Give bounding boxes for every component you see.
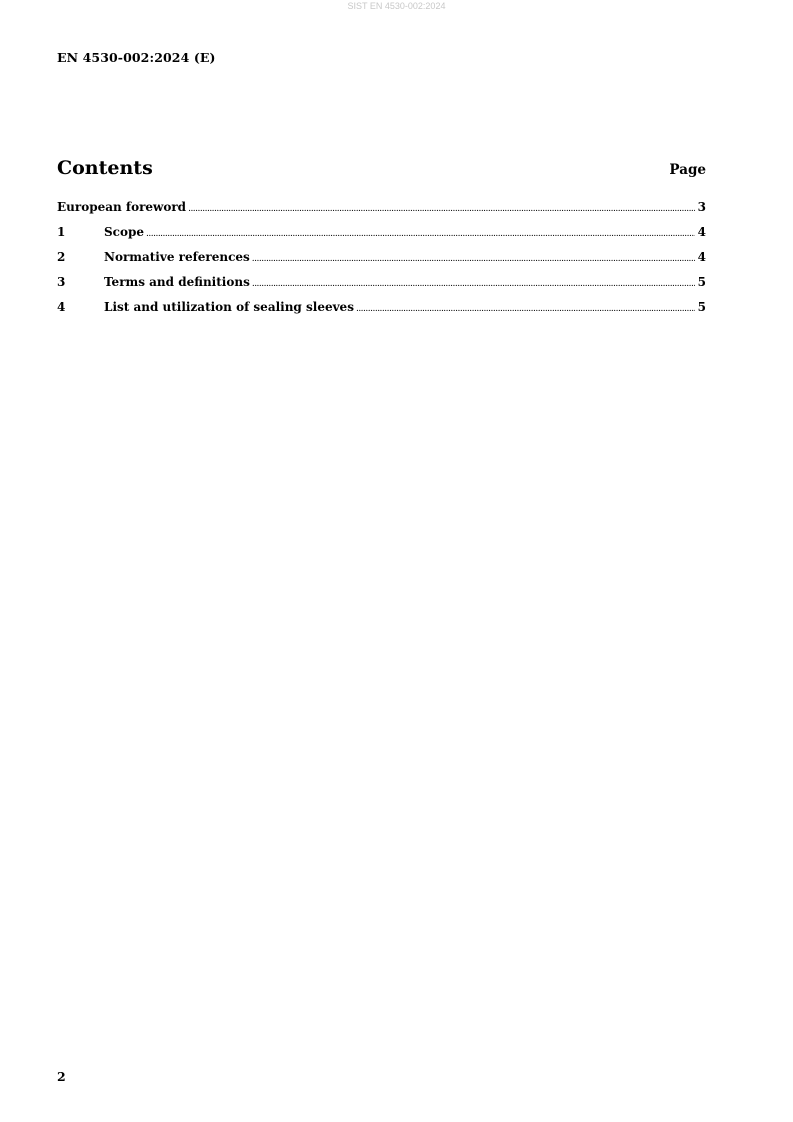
page-column-label: Page <box>669 162 706 178</box>
toc-entry-title: European foreword <box>57 200 187 214</box>
toc-entry-number: 1 <box>57 225 66 239</box>
page-number: 2 <box>57 1069 66 1084</box>
toc-entry-list-and-utilization[interactable] <box>57 300 706 325</box>
toc-entry-page: 5 <box>697 275 706 289</box>
toc-entry-terms-and-definitions[interactable] <box>57 275 706 300</box>
toc-entry-page: 4 <box>697 250 706 264</box>
toc-entry-number: 4 <box>57 300 66 314</box>
document-identifier: EN 4530-002:2024 (E) <box>57 50 216 65</box>
toc-dot-leader <box>356 304 695 314</box>
toc-dot-leader <box>252 279 695 289</box>
toc-entry-number: 2 <box>57 250 66 264</box>
toc-entry-page: 4 <box>697 225 706 239</box>
table-of-contents <box>57 200 706 325</box>
toc-entry-page: 3 <box>697 200 706 214</box>
toc-dot-leader <box>188 204 695 214</box>
toc-dot-leader <box>252 254 695 264</box>
toc-entry-scope[interactable] <box>57 225 706 250</box>
watermark: SIST EN 4530-002:2024 <box>347 1 446 11</box>
toc-entry-european-foreword[interactable] <box>57 200 706 225</box>
toc-entry-title: Scope <box>104 225 145 239</box>
toc-dot-leader <box>146 229 695 239</box>
toc-entry-number: 3 <box>57 275 66 289</box>
toc-entry-page: 5 <box>697 300 706 314</box>
toc-entry-normative-references[interactable] <box>57 250 706 275</box>
toc-entry-title: Terms and definitions <box>104 275 250 289</box>
contents-title: Contents <box>57 157 153 179</box>
toc-entry-title: List and utilization of sealing sleeves <box>104 300 354 314</box>
toc-entry-title: Normative references <box>104 250 250 264</box>
contents-header <box>57 157 706 183</box>
